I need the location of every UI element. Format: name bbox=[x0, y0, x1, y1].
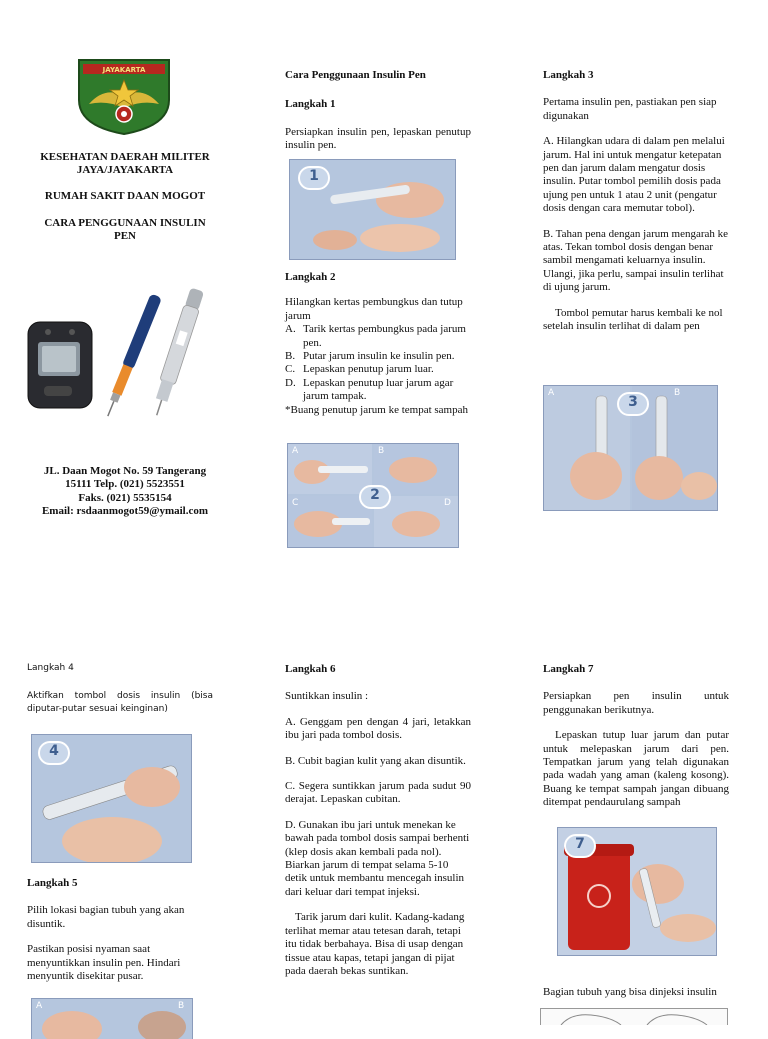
brochure-title-line1: CARA PENGGUNAAN INSULIN bbox=[44, 217, 206, 229]
step3-badge: 3 bbox=[617, 392, 649, 416]
step6-text-b: B. Cubit bagian kulit yang akan disuntik. bbox=[285, 754, 466, 767]
step2-photo bbox=[287, 443, 459, 548]
step2-label-d: D bbox=[444, 498, 451, 508]
step7-badge: 7 bbox=[564, 834, 596, 858]
step7-text-2: Lepaskan tutup luar jarum dan putar untuk melepaskan jarum dari pen. Tempatkan jarum yang telah digunakan pada wadah yang aman (kaleng kosong). Buang ke tempat sampah jangan dibuang ditempat pendaurulang sampah bbox=[543, 729, 729, 809]
step6-block bbox=[285, 663, 471, 978]
step2-label-b: B bbox=[378, 446, 385, 456]
fax-line: Faks. (021) 5535154 bbox=[78, 491, 172, 504]
step6-title: Langkah 6 bbox=[285, 663, 336, 675]
step3-text-3: B. Tahan pena dengan jarum mengarah ke atas. Tekan tombol dosis dengan benar sambil mengamati keluarnya insulin. Ulangi, jika perlu, sampai insulin terlihat di ujung jarum. bbox=[543, 227, 729, 294]
step4-text: Aktifkan tombol dosis insulin (bisa diputar-putar sesuai keinginan) bbox=[27, 690, 213, 715]
step2-badge: 2 bbox=[359, 485, 391, 509]
list-item: C. Lepaskan penutup jarum luar. bbox=[285, 363, 434, 376]
step4-block bbox=[27, 663, 213, 717]
org-name-line2: JAYA/JAYAKARTA bbox=[76, 164, 174, 177]
step1-text: Persiapkan insulin pen, lepaskan penutup insulin pen. bbox=[285, 125, 471, 152]
step4-photo bbox=[31, 734, 192, 863]
step3-label-a: A bbox=[548, 388, 555, 398]
cover-panel bbox=[20, 50, 230, 530]
step3-label-b: B bbox=[674, 388, 681, 398]
military-emblem-logo bbox=[75, 56, 173, 136]
step6-intro: Suntikkan insulin : bbox=[285, 690, 369, 703]
step6-text-c: C. Segera suntikkan jarum pada sudut 90 derajat. Lepaskan cubitan. bbox=[285, 780, 471, 806]
step6-text-a: A. Genggam pen dengan 4 jari, letakkan ibu jari pada tombol dosis. bbox=[285, 715, 471, 742]
step2-label-c: C bbox=[292, 498, 299, 508]
step3-text-4: Tombol pemutar harus kembali ke nol setelah insulin terlihat di dalam pen bbox=[543, 306, 723, 333]
phone-line: 15111 Telp. (021) 5523551 bbox=[65, 478, 185, 491]
step5-photo bbox=[31, 998, 193, 1039]
step1-badge: 1 bbox=[298, 166, 330, 190]
step6-text-end: Tarik jarum dari kulit. Kadang-kadang terlihat memar atau tetesan darah, tetapi itu tidak berbahaya. Bisa di usap dengan tissue atau kapas, tetapi jangan di pijat pada daerah bekas suntikan. bbox=[285, 911, 465, 977]
list-item: A. Tarik kertas pembungkus pada jarum pen. bbox=[285, 323, 466, 349]
step4-title: Langkah 4 bbox=[27, 663, 74, 673]
step2-intro: Hilangkan kertas pembungkus dan tutup jarum bbox=[285, 296, 463, 322]
step2-label-a: A bbox=[292, 446, 299, 456]
step2-block bbox=[285, 271, 471, 417]
brochure-title-line2: PEN bbox=[114, 230, 136, 243]
step5-label-a: A bbox=[36, 1001, 43, 1011]
step3-title: Langkah 3 bbox=[543, 69, 594, 81]
step5-label-b: B bbox=[178, 1001, 185, 1011]
step3-text-2: A. Hilangkan udara di dalam pen melalui jarum. Hal ini untuk mengatur ketepatan pen dan jarum dalam mengatur dosis insulin. Putar tombol pemilih dosis pada ujung pen untuk 1 atau 2 unit (pengatur dosis dengan cara memutar tobol). bbox=[543, 135, 725, 215]
step7-block bbox=[543, 663, 729, 810]
step1-photo bbox=[289, 159, 456, 260]
step7-photo bbox=[557, 827, 717, 956]
step4-badge: 4 bbox=[38, 741, 70, 765]
step3-block bbox=[543, 69, 729, 334]
step1-title: Langkah 1 bbox=[285, 98, 336, 111]
steps-1-2-panel bbox=[285, 69, 471, 153]
hospital-name: RUMAH SAKIT DAAN MOGOT bbox=[44, 190, 206, 202]
contact-address bbox=[20, 465, 230, 519]
step5-text-1: Pilih lokasi bagian tubuh yang akan disuntik. bbox=[27, 904, 185, 930]
step3-photo bbox=[543, 385, 718, 511]
step5-title: Langkah 5 bbox=[27, 877, 78, 889]
email-line: Email: rsdaanmogot59@ymail.com bbox=[41, 505, 209, 518]
injection-sites-diagram bbox=[540, 1008, 728, 1025]
step5-text-2: Pastikan posisi nyaman saat menyuntikkan insulin pen. Hindari menyuntik disekitar pusar. bbox=[27, 943, 181, 983]
emblem-text: JAYAKARTA bbox=[102, 66, 146, 74]
list-item: D. Lepaskan penutup luar jarum agar jarum tampak. bbox=[285, 376, 454, 403]
address-line: JL. Daan Mogot No. 59 Tangerang bbox=[43, 465, 207, 477]
step2-note: *Buang penutup jarum ke tempat sampah bbox=[285, 403, 468, 416]
step7-title: Langkah 7 bbox=[543, 663, 594, 675]
step6-text-d: D. Gunakan ibu jari untuk menekan ke bawah pada tombol dosis sampai berhenti (klep dosis akan kembali pada nol). Biarkan jarum di tempat selama 5-10 detik untuk membantu mencegah insulin dari keluar dari tempat injeksi. bbox=[285, 818, 470, 898]
step7-text-1: Persiapkan pen insulin untuk penggunakan berikutnya. bbox=[543, 690, 729, 716]
section-heading: Cara Penggunaan Insulin Pen bbox=[285, 69, 426, 81]
step2-title: Langkah 2 bbox=[285, 271, 336, 283]
injection-sites-caption: Bagian tubuh yang bisa dinjeksi insulin bbox=[543, 986, 717, 998]
step5-block bbox=[27, 877, 213, 983]
step2-list bbox=[285, 323, 471, 403]
list-item: B. Putar jarum insulin ke insulin pen. bbox=[285, 350, 455, 363]
insulin-devices-image bbox=[24, 282, 214, 432]
org-name-line1: KESEHATAN DAERAH MILITER bbox=[40, 151, 210, 163]
step3-text-1: Pertama insulin pen, pastiakan pen siap digunakan bbox=[543, 96, 717, 122]
